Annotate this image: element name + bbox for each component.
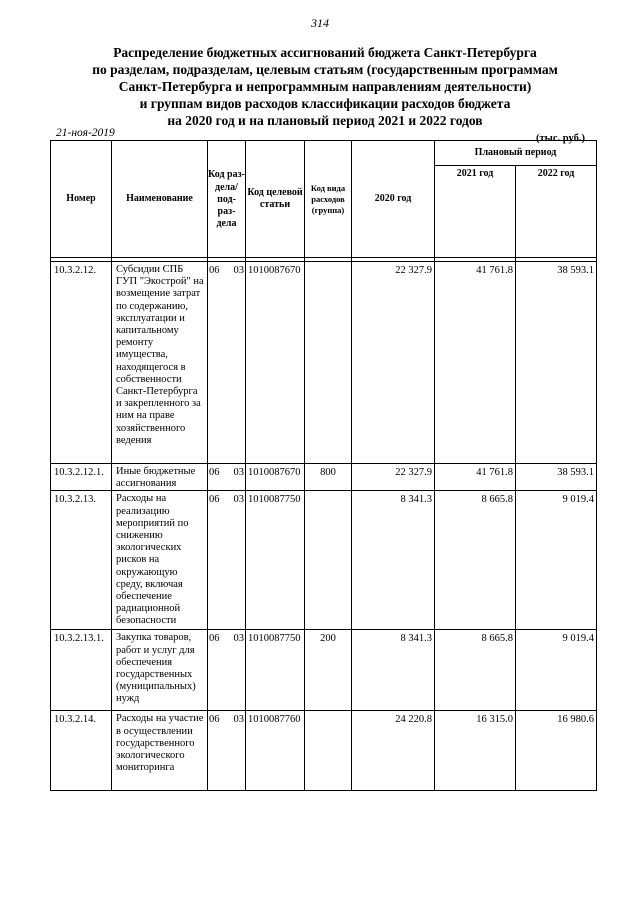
row-number: 10.3.2.12.1. [51, 464, 112, 491]
row-number: 10.3.2.14. [51, 711, 112, 791]
header-number: Номер [51, 141, 112, 258]
table-row [51, 262, 597, 464]
document-title [60, 44, 590, 129]
header-planned-period: Плановый период [435, 141, 597, 166]
row-name: Субсидии СПБ ГУП "Экострой" на возмещение затрат по содержанию, эксплуатации и капитальному ремонту имущества, находящегося в собственности Санкт-Петербурга и закрепленного за ним на праве хозяйственного ведения [112, 262, 208, 464]
row-kind-code: 200 [305, 630, 352, 711]
razdel: 06 [209, 467, 220, 478]
row-name: Закупка товаров, работ и услуг для обеспечения государственных (муниципальных) нужд [112, 630, 208, 711]
row-section-code [208, 630, 246, 711]
row-2022: 16 980.6 [516, 711, 597, 791]
razdel: 06 [209, 633, 220, 645]
row-2022: 9 019.4 [516, 630, 597, 711]
row-target-code: 1010087670 [246, 262, 305, 464]
header-2020: 2020 год [352, 141, 435, 258]
row-2022: 38 593.1 [516, 262, 597, 464]
row-target-code: 1010087750 [246, 630, 305, 711]
row-2021: 8 665.8 [435, 630, 516, 711]
podrazdel: 03 [233, 265, 244, 276]
row-2020: 22 327.9 [352, 262, 435, 464]
razdel: 06 [209, 265, 220, 276]
table-row [51, 491, 597, 630]
budget-table [50, 140, 597, 791]
header-name: Наименование [112, 141, 208, 258]
razdel: 06 [209, 714, 220, 726]
row-2020: 24 220.8 [352, 711, 435, 791]
header-2021: 2021 год [435, 166, 516, 258]
row-name: Иные бюджетные ассигнования [112, 464, 208, 491]
table-row [51, 464, 597, 491]
row-2020: 22 327.9 [352, 464, 435, 491]
header-target-code: Код целевой статьи [246, 141, 305, 258]
row-section-code [208, 711, 246, 791]
header-section-code: Код раз- дела/ под- раз- дела [208, 141, 246, 258]
row-2021: 16 315.0 [435, 711, 516, 791]
title-line: Санкт-Петербурга и непрограммным направлениям деятельности) [118, 79, 532, 94]
row-kind-code [305, 491, 352, 630]
row-number: 10.3.2.13.1. [51, 630, 112, 711]
table-body [51, 262, 597, 791]
row-target-code: 1010087760 [246, 711, 305, 791]
row-section-code [208, 262, 246, 464]
title-line: на 2020 год и на плановый период 2021 и 2022 годов [167, 113, 483, 128]
podrazdel: 03 [233, 467, 244, 478]
row-2020: 8 341.3 [352, 630, 435, 711]
row-target-code: 1010087670 [246, 464, 305, 491]
title-line: и группам видов расходов классификации расходов бюджета [139, 96, 511, 111]
podrazdel: 03 [233, 714, 244, 726]
title-line: по разделам, подразделам, целевым статьям (государственным программам [92, 62, 558, 77]
row-number: 10.3.2.13. [51, 491, 112, 630]
podrazdel: 03 [233, 494, 244, 506]
row-2022: 9 019.4 [516, 491, 597, 630]
row-2021: 41 761.8 [435, 464, 516, 491]
row-kind-code [305, 711, 352, 791]
row-2021: 8 665.8 [435, 491, 516, 630]
header-kind-code: Код вида расходов (группа) [305, 141, 352, 258]
row-section-code [208, 491, 246, 630]
podrazdel: 03 [233, 633, 244, 645]
page-number: 314 [311, 16, 329, 30]
row-name: Расходы на реализацию мероприятий по снижению экологических рисков на окружающую среду, включая обеспечение радиационной безопасности [112, 491, 208, 630]
razdel: 06 [209, 494, 220, 506]
units-label: (тыс. руб.) [536, 133, 585, 144]
header-2022: 2022 год [516, 166, 597, 258]
table-header [51, 141, 597, 262]
row-2022: 38 593.1 [516, 464, 597, 491]
row-2020: 8 341.3 [352, 491, 435, 630]
table-row [51, 630, 597, 711]
title-line: Распределение бюджетных ассигнований бюджета Санкт-Петербурга [113, 45, 537, 60]
document-date: 21-ноя-2019 [56, 127, 115, 139]
row-2021: 41 761.8 [435, 262, 516, 464]
row-target-code: 1010087750 [246, 491, 305, 630]
row-name: Расходы на участие в осуществлении государственного экологического мониторинга [112, 711, 208, 791]
table-row [51, 711, 597, 791]
row-kind-code [305, 262, 352, 464]
row-number: 10.3.2.12. [51, 262, 112, 464]
row-section-code [208, 464, 246, 491]
row-kind-code: 800 [305, 464, 352, 491]
